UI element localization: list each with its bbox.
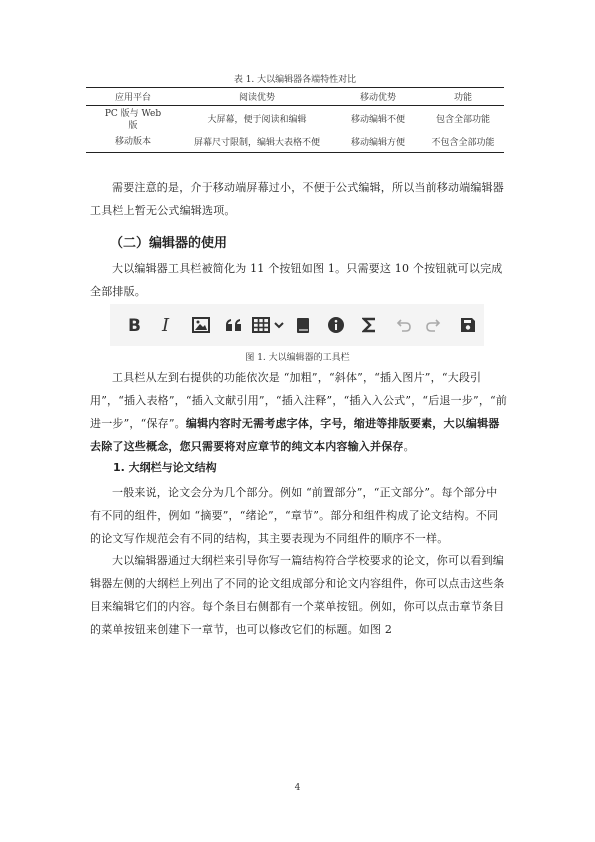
page-number: 4 bbox=[294, 783, 301, 793]
table-header-cell: 功能 bbox=[422, 88, 504, 106]
table-cell: 不包含全部功能 bbox=[422, 134, 504, 153]
structure-paragraph: 一般来说，论文会分为几个部分。例如 “前置部分”，“正文部分”。每个部分中有不同的组件，例如 “摘要”，“绪论”，“章节”。部分和组件构成了论文结构。不同的论文写作规范会有不同的结构，其主要表现为不同组件的顺序不一样。 bbox=[90, 486, 499, 545]
table-row bbox=[86, 134, 504, 153]
svg-text:B: B bbox=[127, 316, 141, 334]
quote-icon[interactable] bbox=[217, 310, 250, 340]
note-paragraph: 需要注意的是，介于移动端屏幕过小，不便于公式编辑，所以当前移动端编辑器工具栏上暂无公式编辑选项。 bbox=[90, 181, 504, 217]
image-icon[interactable] bbox=[184, 310, 217, 340]
note-paragraph-block bbox=[90, 176, 508, 222]
book-icon[interactable] bbox=[286, 310, 319, 340]
table-cell: 大屏幕，便于阅读和编辑 bbox=[207, 115, 307, 125]
table-header-cell: 应用平台 bbox=[86, 88, 180, 106]
table-header-cell: 阅读优势 bbox=[180, 88, 334, 106]
table-cell: 移动版本 bbox=[86, 134, 180, 153]
structure-paragraph-block bbox=[90, 481, 508, 550]
table-cell: 屏幕尺寸限制，编辑大表格不便 bbox=[180, 134, 334, 153]
table-icon[interactable] bbox=[250, 310, 272, 340]
toolbar-desc-bold-text: 编辑内容时无需考虑字体，字号，缩进等排版要素，大以编辑器去除了这些概念，您只需要将对应章节的纯文本内容输入并保存 bbox=[90, 417, 500, 453]
chevron-down-icon[interactable] bbox=[272, 310, 286, 340]
toolbar-desc-end: 。 bbox=[403, 440, 415, 453]
redo-icon[interactable] bbox=[418, 310, 451, 340]
table-row bbox=[86, 106, 504, 135]
table-cell: PC 版与 Web 版 bbox=[104, 109, 162, 131]
section-heading: （二）编辑器的使用 bbox=[110, 236, 228, 251]
bold-icon[interactable] bbox=[118, 310, 151, 340]
table-cell: 移动编辑不便 bbox=[350, 115, 405, 125]
table-caption: 表 1. 大以编辑器各端特性对比 bbox=[233, 75, 357, 85]
table-header-row bbox=[86, 88, 504, 106]
info-icon[interactable] bbox=[319, 310, 352, 340]
sigma-icon[interactable] bbox=[352, 310, 385, 340]
editor-toolbar bbox=[110, 304, 484, 346]
undo-icon[interactable] bbox=[385, 310, 418, 340]
comparison-table bbox=[86, 87, 504, 153]
outline-paragraph-block bbox=[90, 549, 508, 641]
save-icon[interactable] bbox=[451, 310, 484, 340]
figure-caption: 图 1. 大以编辑器的工具栏 bbox=[245, 353, 350, 363]
toolbar-desc-block bbox=[90, 366, 508, 458]
italic-icon[interactable] bbox=[151, 310, 184, 340]
intro-paragraph: 大以编辑器工具栏被简化为 11 个按钮如图 1。只需要这 10 个按钮就可以完成全部排版。 bbox=[90, 262, 503, 298]
table-header-cell: 移动优势 bbox=[334, 88, 422, 106]
toolbar-desc-text: 工具栏从左到右提供的功能依次是 “加粗”，“斜体”，“插入图片”，“大段引用”，“插入表格”，“插入文献引用”，“插入注释”，“插入入公式”，“后退一步”，“前进一步”，“保存”。 bbox=[90, 371, 508, 430]
toolbar-desc-paragraph bbox=[90, 366, 508, 458]
table-cell: 移动编辑方便 bbox=[334, 134, 422, 153]
table-cell: 包含全部功能 bbox=[435, 115, 490, 125]
outline-paragraph: 大以编辑器通过大纲栏来引导你写一篇结构符合学校要求的论文，你可以看到编辑器左侧的大纲栏上列出了不同的论文组成部分和论文内容组件，你可以点击这些条目来编辑它们的内容。每个条目右侧都有一个菜单按钮。例如，你可以点击章节条目的菜单按钮来创建下一章节，也可以修改它们的标题。如图 2 bbox=[90, 554, 505, 636]
subsection-heading: 1. 大纲栏与论文结构 bbox=[113, 461, 217, 474]
intro-paragraph-block bbox=[90, 257, 508, 303]
svg-text:I: I bbox=[161, 316, 169, 334]
